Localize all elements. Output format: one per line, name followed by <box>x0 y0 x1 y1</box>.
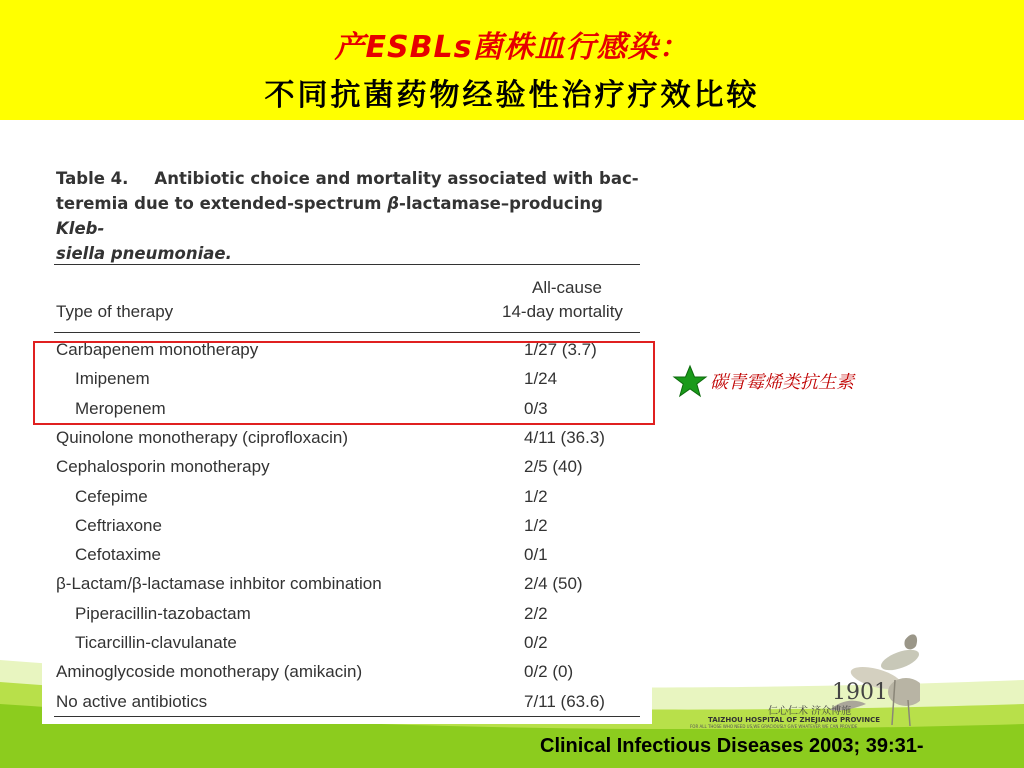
carbapenem-annotation <box>672 364 854 398</box>
table-caption-beta: β <box>387 194 400 213</box>
logo-tagline: FOR ALL THOSE WHO NEED US,WE GRACIOUSLY GIVE WHATEVER WE CAN PROVIDE <box>690 724 858 729</box>
therapy-name: Cefepime <box>75 486 148 506</box>
therapy-name: No active antibiotics <box>56 691 208 711</box>
mortality-value: 0/1 <box>524 545 548 565</box>
star-icon <box>672 364 708 398</box>
mortality-value: 0/2 <box>524 633 548 652</box>
therapy-name: β-Lactam/β-lactamase inhbitor combination <box>56 574 382 594</box>
mortality-value: 1/2 <box>524 486 548 506</box>
column-header-type: Type of therapy <box>56 302 174 321</box>
logo-hospital-name: TAIZHOU HOSPITAL OF ZHEJIANG PROVINCE <box>708 716 881 724</box>
table-top-rule <box>54 264 640 265</box>
therapy-name: Cephalosporin monotherapy <box>56 457 270 477</box>
table-caption-line-2-post: -lactamase–producing <box>399 194 603 213</box>
hospital-logo <box>680 630 920 730</box>
logo-year: 1901 <box>832 680 888 705</box>
mortality-value: 1/24 <box>524 369 558 389</box>
table-row <box>56 545 642 574</box>
mortality-value: 0/2 (0) <box>524 662 574 682</box>
title-line-1: 产ESBLs菌株血行感染： <box>334 30 690 65</box>
column-header-mortality-line-1: All-cause <box>532 278 602 297</box>
table-row <box>56 604 642 633</box>
therapy-name: Cefotaxime <box>75 545 161 565</box>
table-header-rule <box>54 332 640 333</box>
table-caption-line-3: siella pneumoniae. <box>56 244 232 263</box>
table-row <box>56 662 642 691</box>
mortality-value: 1/2 <box>524 515 548 535</box>
therapy-name: Piperacillin-tazobactam <box>75 603 251 623</box>
table-caption-line-1: Antibiotic choice and mortality associated with bac- <box>154 169 639 188</box>
table-caption-line-2-pre: teremia due to extended-spectrum <box>56 194 388 213</box>
table-row <box>56 457 642 486</box>
annotation-text: 碳青霉烯类抗生素 <box>710 372 854 393</box>
mortality-value: 7/11 (63.6) <box>524 691 605 711</box>
mortality-value: 4/11 (36.3) <box>524 427 605 447</box>
therapy-name: Imipenem <box>75 369 150 389</box>
title-band <box>0 0 1024 120</box>
table-row <box>56 574 642 603</box>
mortality-value: 2/4 (50) <box>524 574 583 594</box>
therapy-name: Ticarcillin-clavulanate <box>75 633 237 652</box>
table-bottom-rule <box>54 716 640 717</box>
table-row <box>56 516 642 545</box>
table-row <box>56 633 642 662</box>
therapy-name: Meropenem <box>75 398 166 418</box>
column-header-mortality-line-2: 14-day mortality <box>502 302 623 321</box>
table-row <box>56 487 642 516</box>
mortality-value: 0/3 <box>524 398 548 418</box>
mortality-value: 2/5 (40) <box>524 457 583 477</box>
carbapenem-highlight-box <box>33 341 655 425</box>
therapy-name: Carbapenem monotherapy <box>56 340 259 359</box>
therapy-name: Ceftriaxone <box>75 515 162 535</box>
table-caption-line-2-italic: Kleb- <box>56 219 105 238</box>
table-paper <box>42 150 652 724</box>
table-caption <box>56 166 646 266</box>
logo-motto: 仁心仁术 济众博施 <box>768 706 852 717</box>
therapy-name: Quinolone monotherapy (ciprofloxacin) <box>56 427 348 447</box>
citation: Clinical Infectious Diseases 2003; 39:31- <box>540 735 924 757</box>
title-line-2: 不同抗菌药物经验性治疗疗效比较 <box>264 78 760 113</box>
table-caption-label: Table 4. <box>56 169 129 188</box>
mortality-value: 1/27 (3.7) <box>524 340 597 359</box>
mortality-value: 2/2 <box>524 603 548 623</box>
therapy-name: Aminoglycoside monotherapy (amikacin) <box>56 662 363 682</box>
table-row <box>56 428 642 457</box>
